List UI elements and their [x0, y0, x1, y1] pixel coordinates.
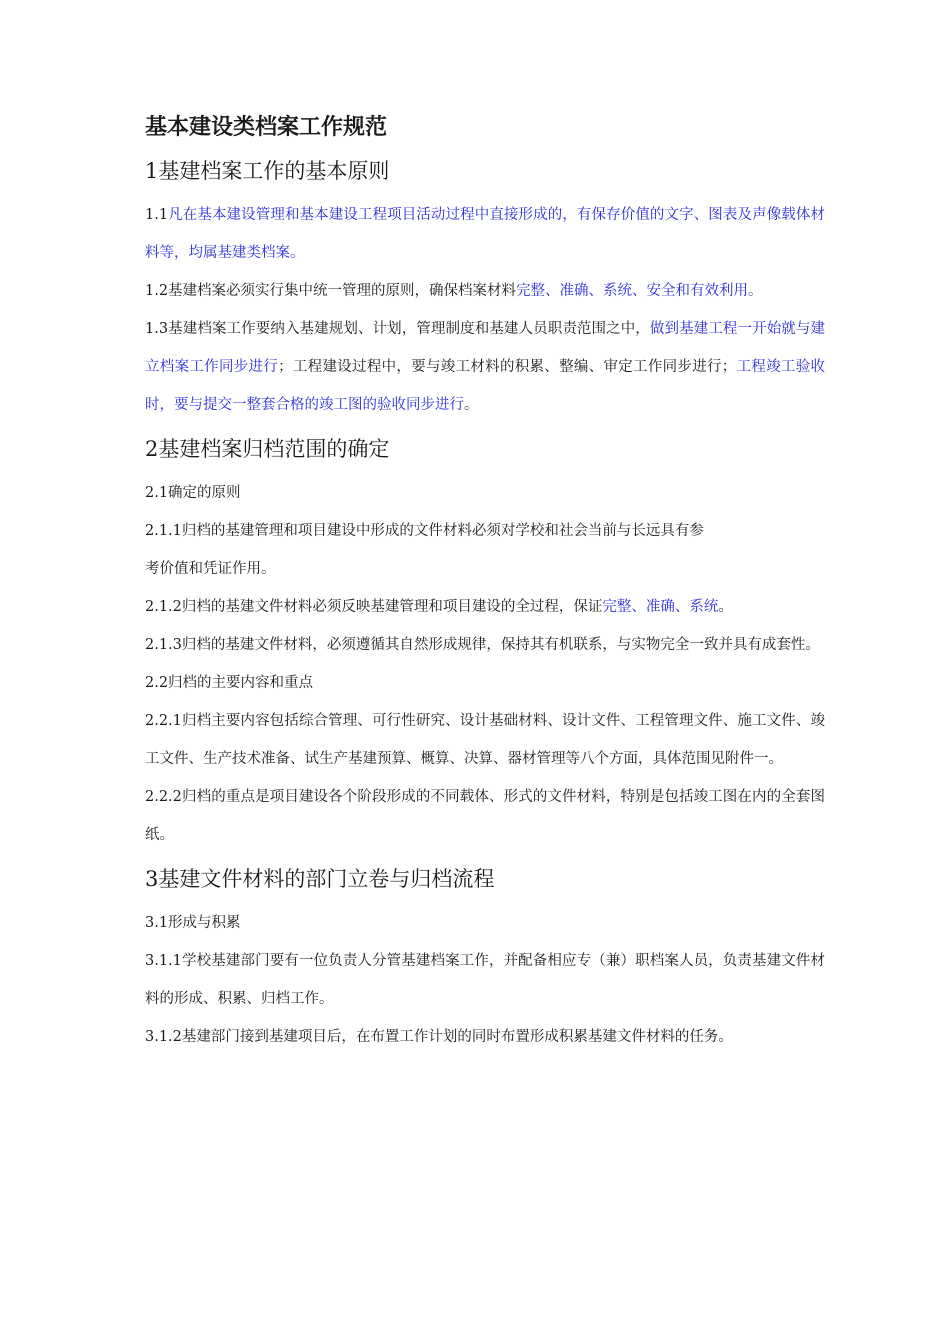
- section-2-heading: 2基建档案归档范围的确定: [145, 437, 390, 461]
- paragraph-2-2-1: 2.2.1归档主要内容包括综合管理、可行性研究、设计基础材料、设计文件、工程管理文件、施工文件、竣工文件、生产技术准备、试生产基建预算、概算、决算、器材管理等八个方面，具体范围见附件一。: [145, 713, 825, 767]
- paragraph-1-3: [145, 310, 825, 424]
- paragraph-2-1-1-line-1: 2.1.1归档的基建管理和项目建设中形成的文件材料必须对学校和社会当前与长远具有参: [145, 523, 704, 539]
- subsection-3-1: 3.1形成与积累: [145, 915, 241, 931]
- subsection-2-2: 2.2归档的主要内容和重点: [145, 675, 314, 691]
- paragraph-2-1-2-highlight: 完整、准确、系统: [602, 599, 719, 615]
- paragraph-1-2-text: 1.2基建档案必须实行集中统一管理的原则，确保档案材料: [145, 283, 517, 299]
- paragraph-2-1-2-text: 2.1.2归档的基建文件材料必须反映基建管理和项目建设的全过程，保证: [145, 599, 603, 615]
- paragraph-1-3-text: 1.3基建档案工作要纳入基建规划、计划，管理制度和基建人员职责范围之中，: [145, 321, 650, 337]
- paragraph-1-2-highlight: 完整、准确、系统、安全和有效利用。: [516, 283, 763, 299]
- paragraph-1-1: [145, 196, 825, 272]
- paragraph-2-2-2: 2.2.2归档的重点是项目建设各个阶段形成的不同载体、形式的文件材料，特别是包括竣工图在内的全套图纸。: [145, 789, 825, 843]
- document-title: 基本建设类档案工作规范: [145, 115, 388, 140]
- paragraph-2-1-2: [145, 588, 825, 626]
- paragraph-1-3-end: 。: [464, 397, 479, 413]
- paragraph-2-1-1-line-2: 考价值和凭证作用。: [145, 561, 276, 577]
- paragraph-1-3-highlight-2: 工程竣工验收时，要与提交一整套合格的竣工图的验收同步进行: [145, 359, 826, 413]
- paragraph-3-1-2: 3.1.2基建部门接到基建项目后，在布置工作计划的同时布置形成积累基建文件材料的任务。: [145, 1029, 733, 1045]
- paragraph-1-2: [145, 272, 825, 310]
- section-3-heading: 3基建文件材料的部门立卷与归档流程: [145, 867, 495, 891]
- paragraph-2-1-1: [145, 512, 825, 588]
- paragraph-3-1-1: 3.1.1学校基建部门要有一位负责人分管基建档案工作，并配备相应专（兼）职档案人员，负责基建文件材料的形成、积累、归档工作。: [145, 953, 825, 1007]
- paragraph-1-1-highlight: 凡在基本建设管理和基本建设工程项目活动过程中直接形成的，有保存价值的文字、图表及声像载体材料等，均属基建类档案。: [145, 207, 825, 261]
- paragraph-2-1-3: 2.1.3归档的基建文件材料，必须遵循其自然形成规律，保持其有机联系，与实物完全一致并具有成套性。: [145, 637, 820, 653]
- paragraph-1-1-number: 1.1: [145, 207, 169, 223]
- section-1-heading: 1基建档案工作的基本原则: [145, 159, 390, 183]
- paragraph-2-1-2-end: 。: [718, 599, 733, 615]
- document-page: [145, 112, 825, 1056]
- paragraph-1-3-highlight-1: 做到基建工程一开始就与建立档案工作同步进行: [145, 321, 826, 375]
- subsection-2-1: 2.1确定的原则: [145, 485, 241, 501]
- paragraph-1-3-middle: ；工程建设过程中，要与竣工材料的积累、整编、审定工作同步进行；: [278, 359, 737, 375]
